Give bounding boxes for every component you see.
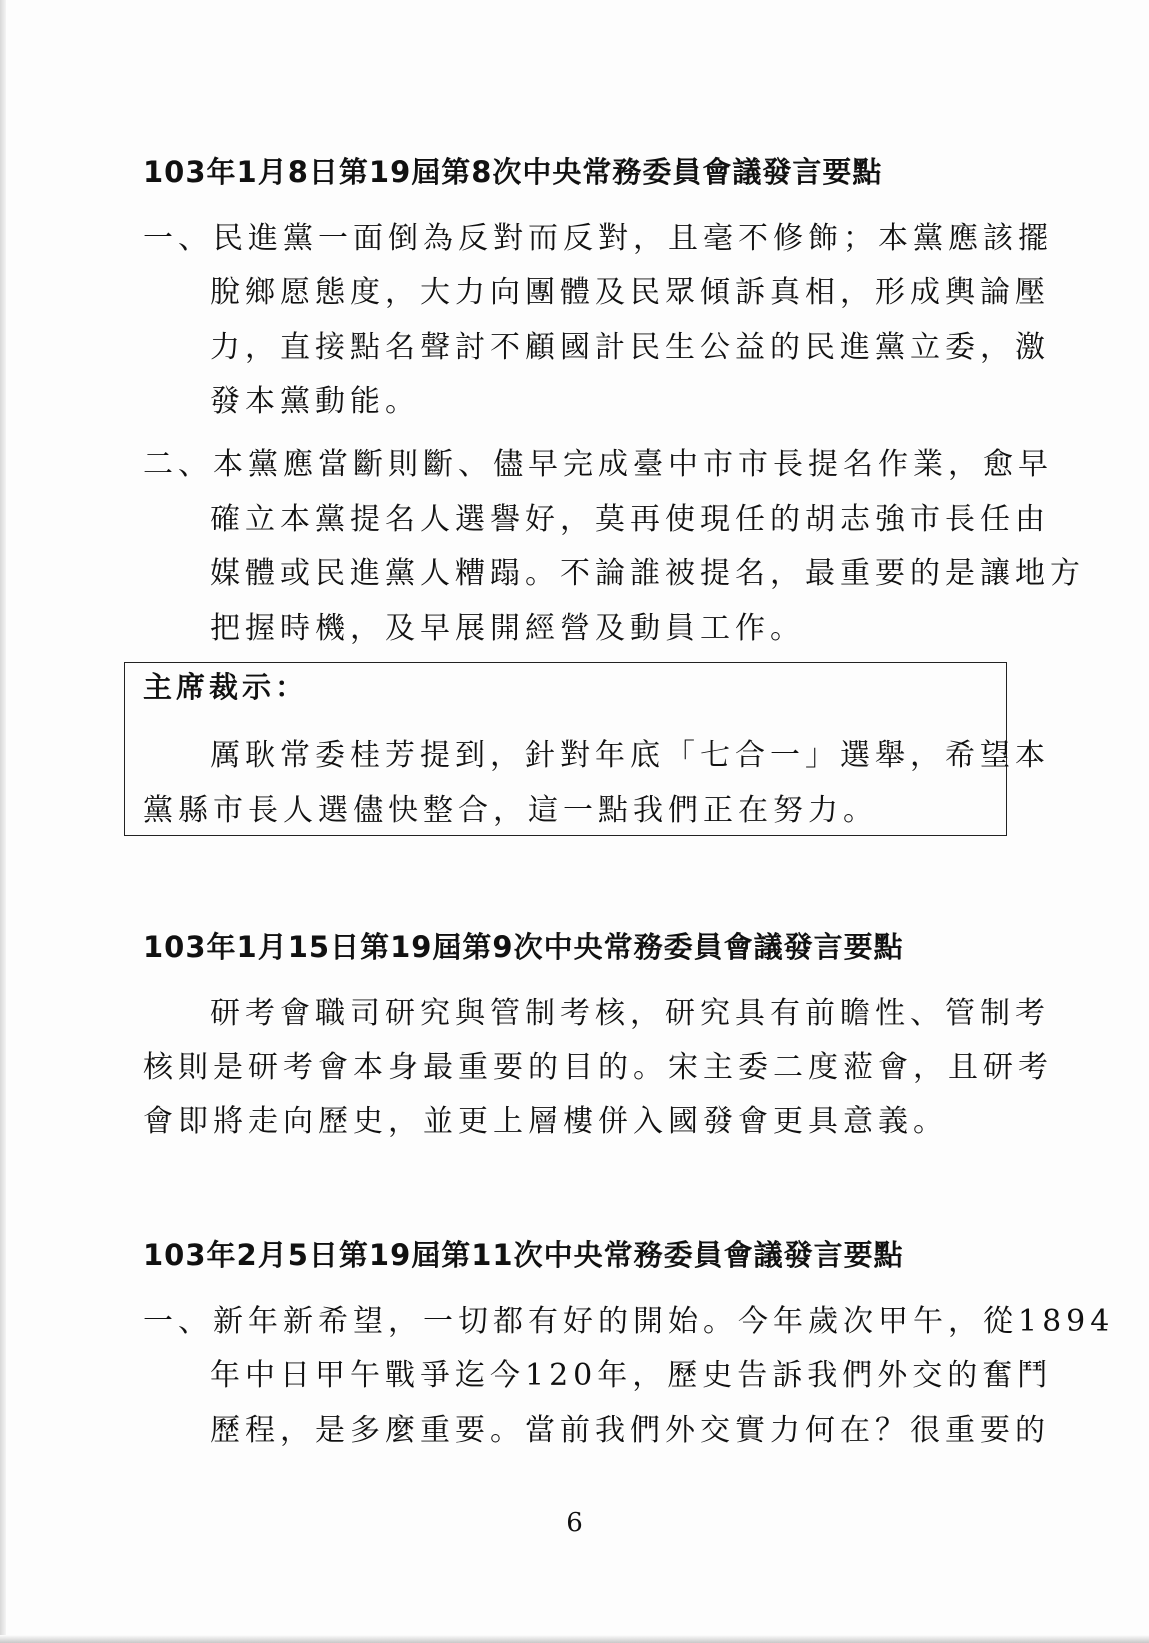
section-2-title: 103年1月15日第19屆第9次中央常務委員會議發言要點 <box>143 930 904 964</box>
section-2-paragraph-line-3: 會即將走向歷史，並更上層樓併入國發會更具意義。 <box>143 1104 948 1139</box>
chairman-ruling-label: 主席裁示： <box>143 670 309 704</box>
section-3-title: 103年2月5日第19屆第11次中央常務委員會議發言要點 <box>143 1238 904 1272</box>
section-1-item-1-line-2: 脫鄉愿態度，大力向團體及民眾傾訴真相，形成輿論壓 <box>210 275 1050 310</box>
section-3-item-1-line-1: 一、新年新希望，一切都有好的開始。今年歲次甲午，從1894 <box>143 1304 1115 1339</box>
chairman-ruling-line-1: 厲耿常委桂芳提到，針對年底「七合一」選舉，希望本 <box>210 738 1050 773</box>
page-number: 6 <box>566 1508 583 1538</box>
scan-left-edge <box>0 0 6 1643</box>
section-1-item-1-line-3: 力，直接點名聲討不顧國計民生公益的民進黨立委，激 <box>210 330 1050 365</box>
section-1-item-1-line-1: 一、民進黨一面倒為反對而反對，且毫不修飾；本黨應該擺 <box>143 221 1053 256</box>
section-1-item-2-line-1: 二、本黨應當斷則斷、儘早完成臺中市市長提名作業，愈早 <box>143 447 1053 482</box>
section-3-item-1-line-2: 年中日甲午戰爭迄今120年，歷史告訴我們外交的奮鬥 <box>210 1358 1053 1393</box>
section-1-item-2-line-3: 媒體或民進黨人糟蹋。不論誰被提名，最重要的是讓地方 <box>210 556 1085 591</box>
section-2-paragraph-line-1: 研考會職司研究與管制考核，研究具有前瞻性、管制考 <box>210 996 1050 1031</box>
section-1-title: 103年1月8日第19屆第8次中央常務委員會議發言要點 <box>143 155 883 189</box>
chairman-ruling-line-2: 黨縣市長人選儘快整合，這一點我們正在努力。 <box>143 793 878 828</box>
section-1-item-2-line-4: 把握時機，及早展開經營及動員工作。 <box>210 611 805 646</box>
section-3-item-1-line-3: 歷程，是多麼重要。當前我們外交實力何在？很重要的 <box>210 1413 1050 1448</box>
section-1-item-1-line-4: 發本黨動能。 <box>210 384 420 419</box>
scan-bottom-edge <box>0 1635 1149 1643</box>
section-2-paragraph-line-2: 核則是研考會本身最重要的目的。宋主委二度蒞會，且研考 <box>143 1050 1053 1085</box>
section-1-item-2-line-2: 確立本黨提名人選譽好，莫再使現任的胡志強市長任由 <box>210 502 1050 537</box>
